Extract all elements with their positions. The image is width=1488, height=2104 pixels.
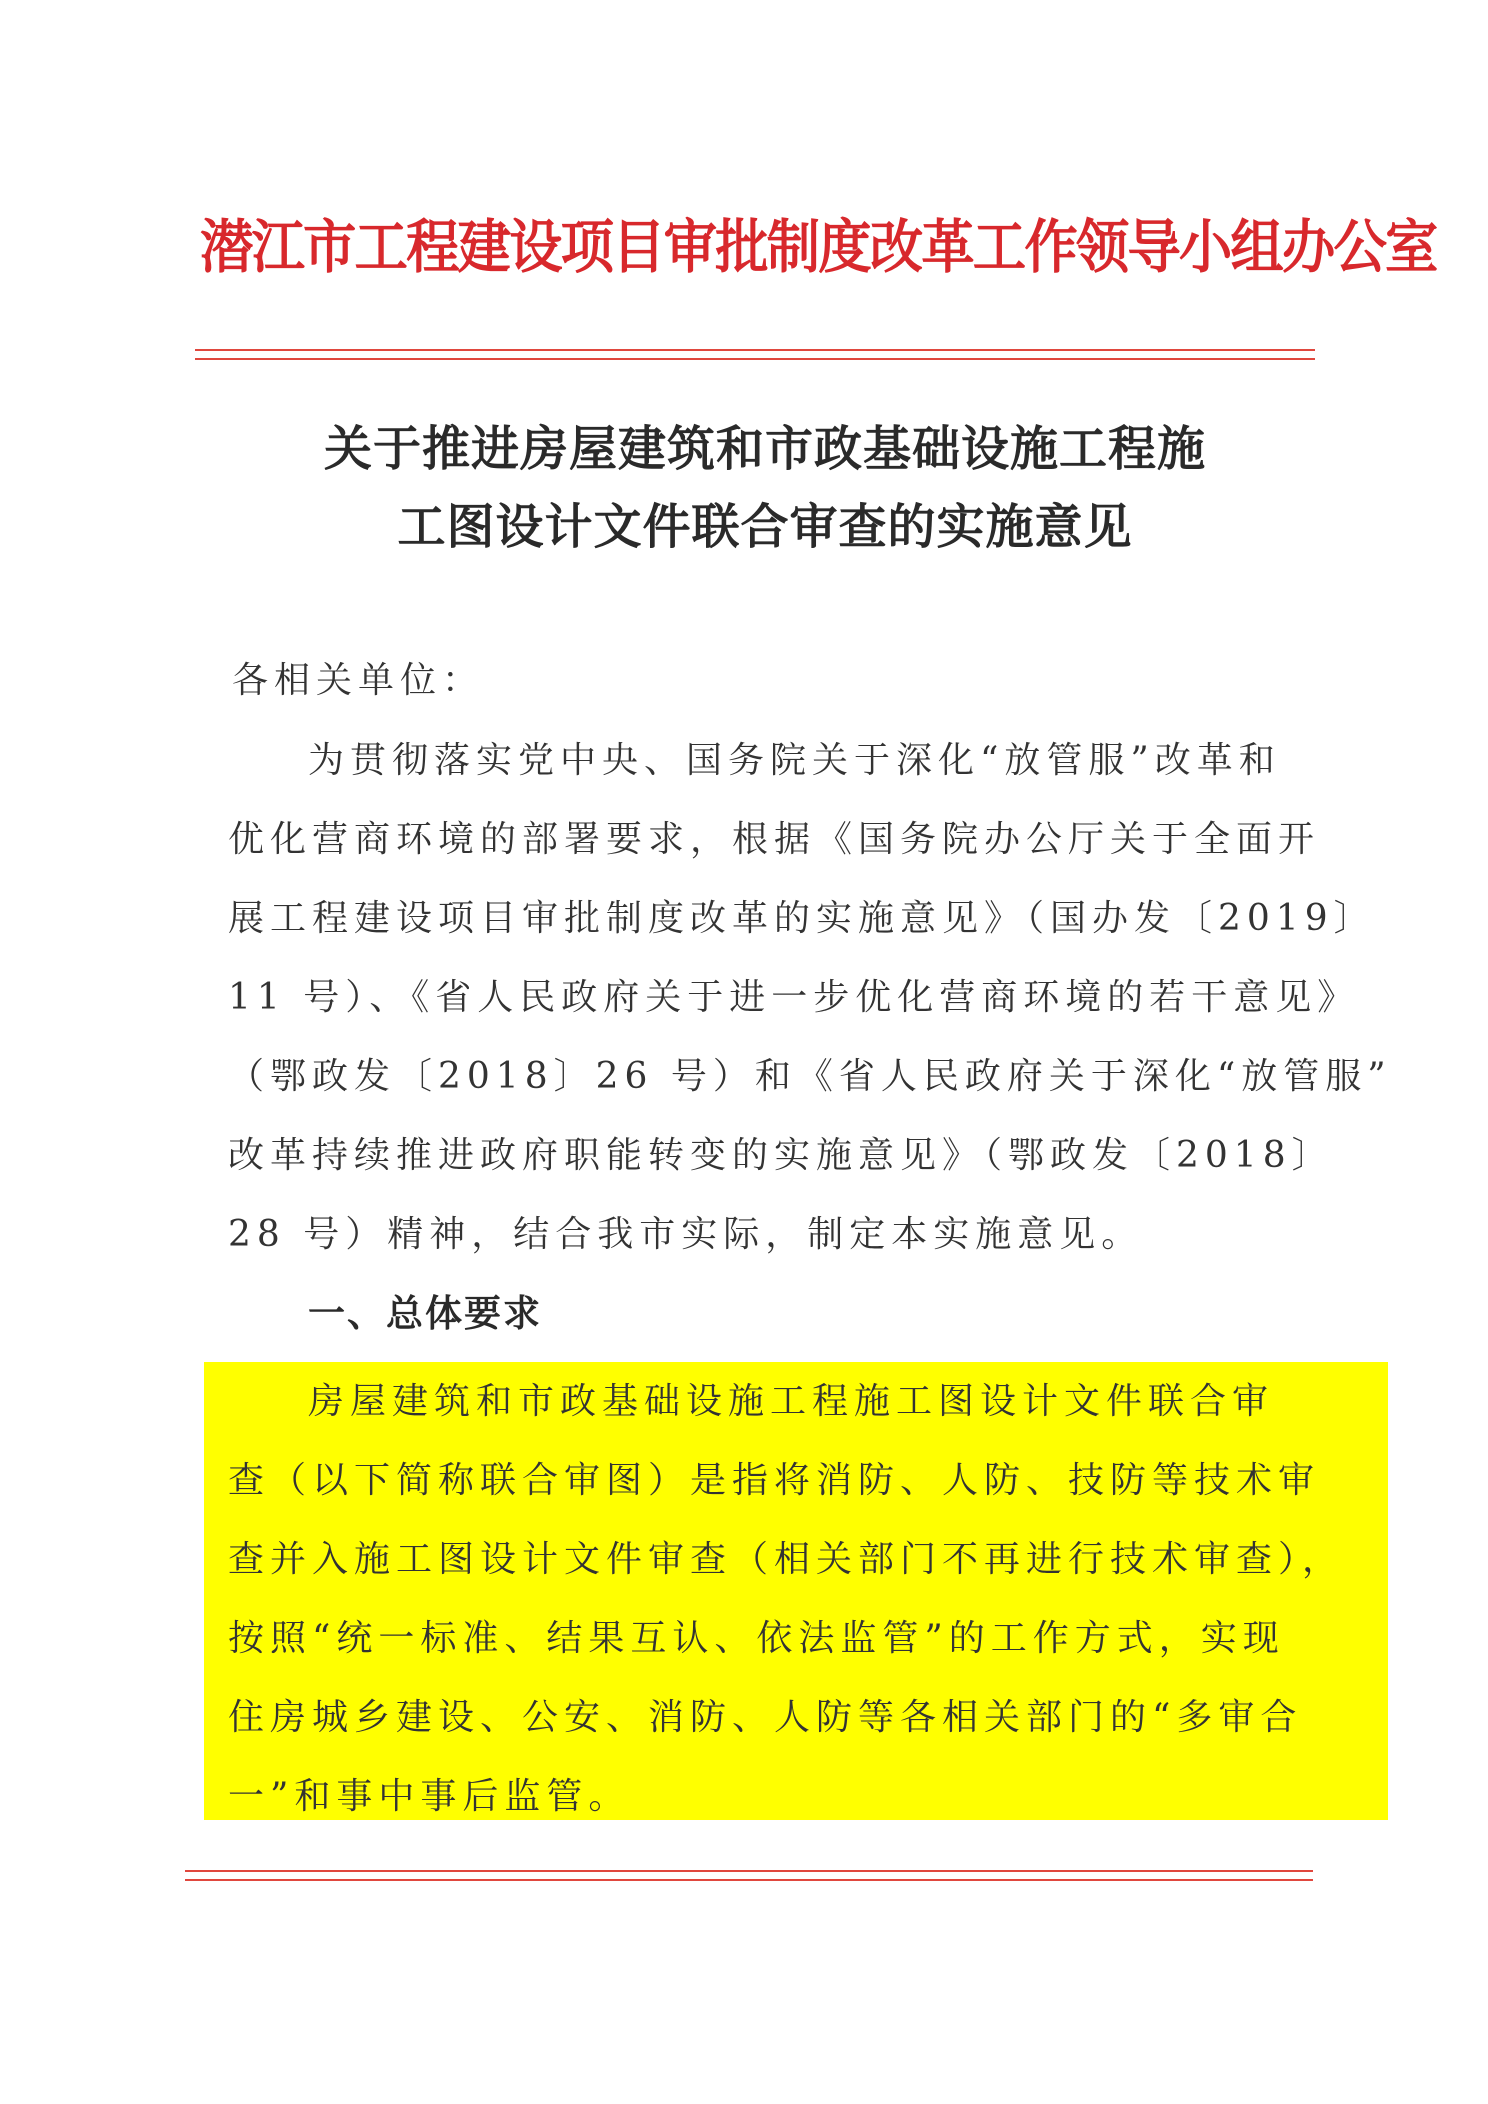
intro-line: 为贯彻落实党中央、国务院关于深化“放管服”改革和 (308, 740, 1281, 781)
header-red-double-rule (195, 349, 1315, 360)
section1-line: 一”和事中事后监管。 (228, 1776, 631, 1817)
intro-line: 优化营商环境的部署要求，根据《国务院办公厅关于全面开 (228, 819, 1321, 860)
section1-line: 查并入施工图设计文件审查（相关部门不再进行技术审查）， (228, 1539, 1345, 1580)
salutation: 各相关单位： (232, 660, 485, 701)
section1-line: 按照“统一标准、结果互认、依法监管”的工作方式，实现 (228, 1618, 1285, 1659)
footer-red-double-rule (185, 1870, 1313, 1881)
section-heading-general-requirements: 一、总体要求 (308, 1292, 542, 1335)
issuing-office-header: 潜江市工程建设项目审批制度改革工作领导小组办公室 (200, 213, 1437, 281)
intro-line: （鄂政发〔2018〕26 号）和《省人民政府关于深化“放管服” (228, 1056, 1392, 1097)
intro-line: 11 号）、《省人民政府关于进一步优化营商环境的若干意见》 (228, 977, 1360, 1018)
section1-line: 住房城乡建设、公安、消防、人防等各相关部门的“多审合 (228, 1697, 1303, 1738)
intro-line: 展工程建设项目审批制度改革的实施意见》（国办发〔2019〕 (228, 898, 1376, 939)
highlighted-paragraph-block (204, 1362, 1388, 1820)
section1-line: 查（以下简称联合审图）是指将消防、人防、技防等技术审 (228, 1460, 1321, 1501)
document-title-line-1: 关于推进房屋建筑和市政基础设施工程施 (323, 421, 1206, 477)
intro-line: 改革持续推进政府职能转变的实施意见》（鄂政发〔2018〕 (228, 1135, 1334, 1176)
document-title-line-2: 工图设计文件联合审查的实施意见 (397, 499, 1133, 555)
intro-line: 28 号）精神，结合我市实际，制定本实施意见。 (228, 1214, 1144, 1255)
section1-line: 房屋建筑和市政基础设施工程施工图设计文件联合审 (308, 1381, 1275, 1422)
